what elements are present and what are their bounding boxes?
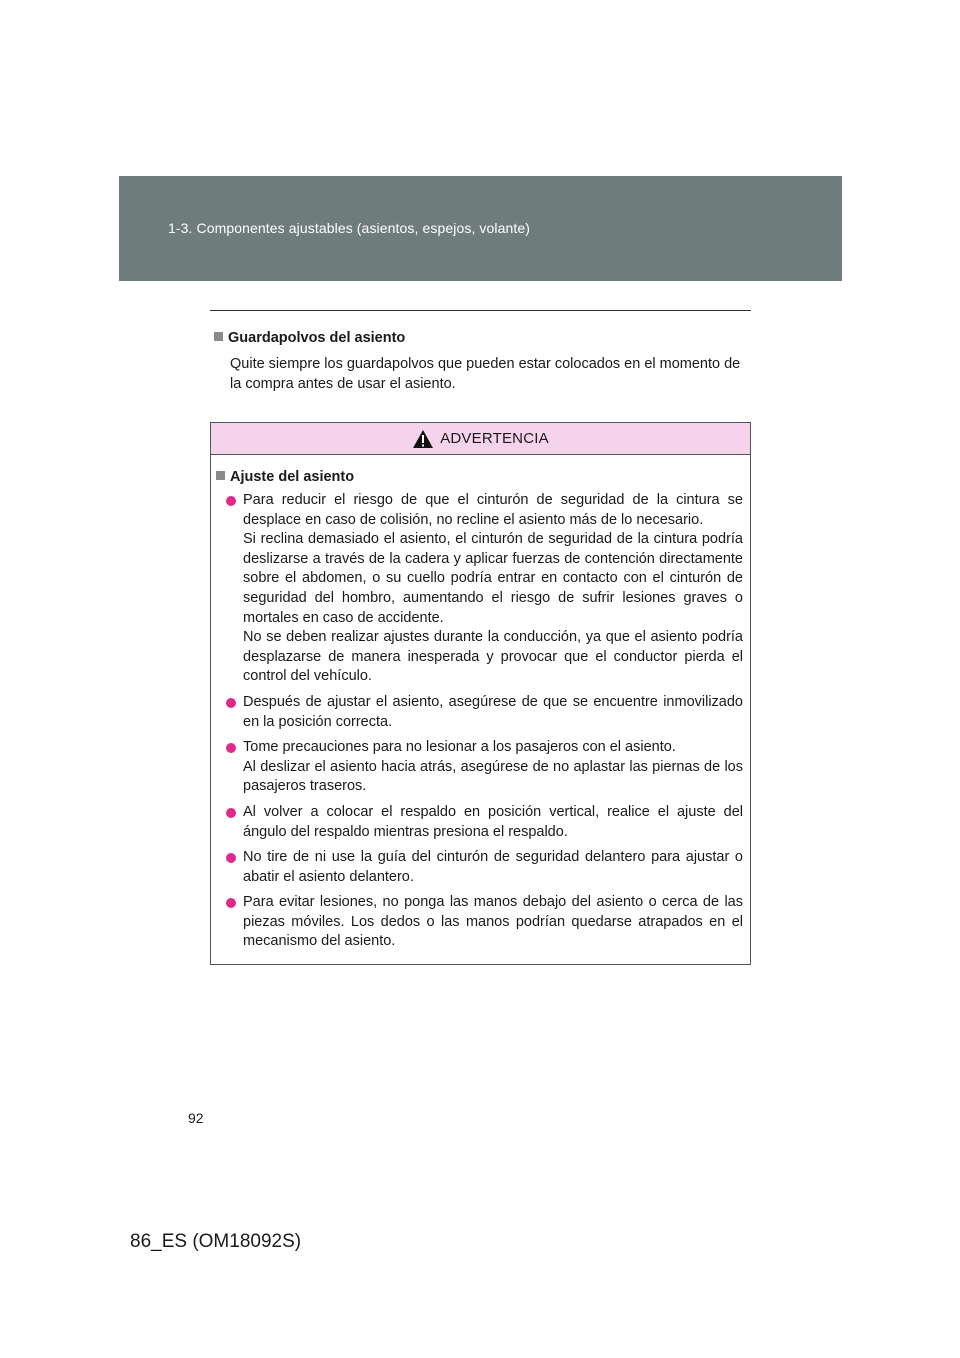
warning-item bbox=[216, 491, 743, 687]
round-bullet-icon bbox=[226, 853, 236, 863]
warning-triangle-icon bbox=[412, 429, 434, 449]
round-bullet-icon bbox=[226, 898, 236, 908]
item-text: Tome precauciones para no lesionar a los pasajeros con el asiento. bbox=[243, 739, 676, 756]
round-bullet-icon bbox=[226, 743, 236, 753]
page-number: 92 bbox=[188, 1110, 204, 1126]
item-text: Al deslizar el asiento hacia atrás, asegúrese de no aplastar las piernas de los pasajeros traseros. bbox=[243, 758, 743, 795]
round-bullet-icon bbox=[226, 496, 236, 506]
warning-item bbox=[216, 693, 743, 732]
breadcrumb: 1-3. Componentes ajustables (asientos, espejos, volante) bbox=[168, 220, 531, 236]
header-band bbox=[119, 176, 842, 281]
warning-subtitle-text: Ajuste del asiento bbox=[230, 469, 355, 485]
warning-item bbox=[216, 848, 743, 887]
warning-item bbox=[216, 803, 743, 842]
round-bullet-icon bbox=[226, 808, 236, 818]
footer-code: 86_ES (OM18092S) bbox=[130, 1231, 302, 1252]
warning-box bbox=[210, 422, 751, 965]
warning-subtitle bbox=[216, 467, 743, 487]
item-text: Después de ajustar el asiento, asegúrese de que se encuentre inmovilizado en la posición correcta. bbox=[243, 693, 743, 730]
section-title-text: Guardapolvos del asiento bbox=[228, 330, 406, 346]
item-text: Para evitar lesiones, no ponga las manos debajo del asiento o cerca de las piezas móviles. Los dedos o las manos podrían quedarse atrapados en el mecanismo del asiento. bbox=[243, 894, 743, 950]
item-text: Si reclina demasiado el asiento, el cinturón de seguridad de la cintura podría deslizarse a través de la cadera y aplicar fuerzas de contención directamente sobre el abdomen, o su cuello podría entrar en contacto con el cinturón de seguridad del hombro, aumentando el riesgo de sufrir lesiones graves o mortales en caso de accidente. bbox=[243, 531, 743, 626]
divider bbox=[210, 310, 751, 311]
warning-item bbox=[216, 893, 743, 952]
section-title bbox=[214, 328, 749, 348]
round-bullet-icon bbox=[226, 698, 236, 708]
warning-header bbox=[211, 423, 750, 455]
section-body: Quite siempre los guardapolvos que pueden estar colocados en el momento de la compra antes de usar el asiento. bbox=[230, 356, 741, 392]
warning-body bbox=[211, 455, 750, 952]
item-text: Para reducir el riesgo de que el cinturón de seguridad de la cintura se desplace en caso de colisión, no recline el asiento más de lo necesario. bbox=[243, 492, 743, 528]
item-text: Al volver a colocar el respaldo en posición vertical, realice el ajuste del ángulo del respaldo mientras presiona el respaldo. bbox=[243, 803, 743, 840]
item-text: No tire de ni use la guía del cinturón de seguridad delantero para ajustar o abatir el asiento delantero. bbox=[243, 849, 743, 885]
square-bullet-icon bbox=[214, 332, 223, 341]
warning-title: ADVERTENCIA bbox=[440, 430, 549, 447]
section-dust-covers bbox=[214, 328, 749, 394]
warning-item bbox=[216, 738, 743, 797]
item-text: No se deben realizar ajustes durante la conducción, ya que el asiento podría desplazarse de manera inesperada y provocar que el conductor pierda el control del vehículo. bbox=[243, 629, 743, 685]
square-bullet-icon bbox=[216, 471, 225, 480]
